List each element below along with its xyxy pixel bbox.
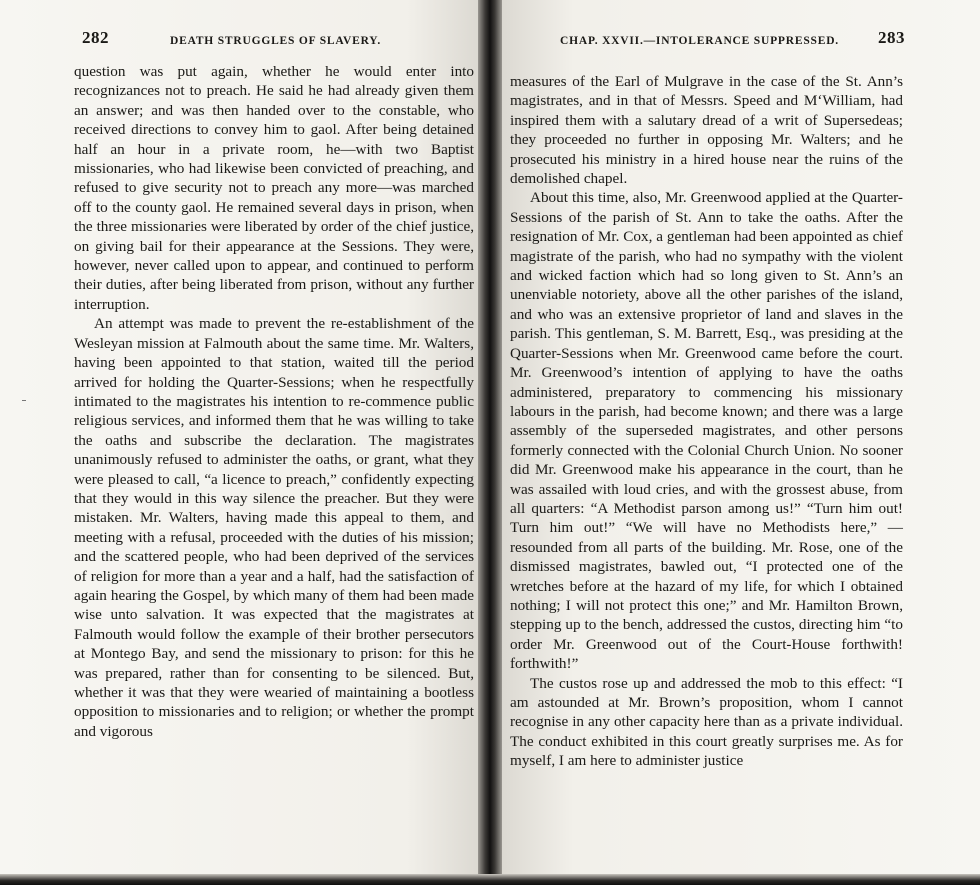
left-running-head <box>82 28 472 54</box>
left-page-number: 282 <box>82 28 109 47</box>
left-page-body <box>74 62 474 741</box>
left-paragraph-1: question was put again, whether he would enter into recognizances not to preach. He said he had already given them an answer; and was then handed over to the constable, who received directions to convey him to gaol. After being detained half an hour in a private room, he—with two Baptist missionaries, who had likewise been convicted of preaching, and refused to give security not to preach any more—was marched off to the county gaol. He remained several days in prison, when the three missionaries were liberated by order of the chief justice, on giving bail for their appearance at the Sessions. They were, however, never called upon to appear, and continued to perform their duties, after being liberated from prison, without any further interruption. <box>74 63 474 313</box>
right-paragraph-2: About this time, also, Mr. Greenwood applied at the Quarter-Sessions of the parish of St. Ann to take the oaths. After the resignation of Mr. Cox, a gentleman had been appointed as chief magistrate of the parish, who had no sympathy with the violent and wicked faction which had so long given to St. Ann’s an unenviable notoriety, above all the other parishes of the island, and who was an extensive proprietor of land and slaves in the parish. This gentleman, S. M. Barrett, Esq., was presiding at the Quarter-Sessions when Mr. Greenwood came before the court. Mr. Greenwood’s intention of applying to have the oaths administered, preparatory to commencing his missionary labours in the parish, had become known; and there was a large assembly of the superseded magistrates, and other persons formerly connected with the Colonial Church Union. No sooner did Mr. Greenwood make his appearance in the court, than he was assailed with loud cries, and with the grossest abuse, from all quarters: “A Methodist parson among us!” “Turn him out! Turn him out!” “We will have no Methodists here,” —resounded from all parts of the building. Mr. Rose, one of the dismissed magistrates, bawled out, “I protected one of the wretches before at the hazard of my life, for which I obtained nothing; I will not protect this one;” and Mr. Hamilton Brown, stepping up to the bench, addressed the custos, directing him “to order Mr. Greenwood out of the Court-House forthwith! forthwith!” <box>510 189 903 673</box>
right-paragraph-1: measures of the Earl of Mulgrave in the case of the St. Ann’s magistrates, and in that of Messrs. Speed and M‘William, had inspired them with a salutary dread of a writ of Supersedeas; they proceeded no further in opposing Mr. Walters; and he prosecuted his ministry in a hired house near the ruins of the demolished chapel. <box>510 73 903 188</box>
right-paragraph-3: The custos rose up and addressed the mob to this effect: “I am astounded at Mr. Brown’s proposition, whom I cannot recognise in any other capacity here than as a private individual. The conduct exhibited in this court greatly surprises me. As for myself, I am here to administer justice <box>510 674 903 770</box>
left-paragraph-2: An attempt was made to prevent the re-establishment of the Wesleyan mission at Falmouth about the same time. Mr. Walters, having been appointed to that station, waited till the period arrived for holding the Quarter-Sessions; when he respectfully intimated to the magistrates his intention to re-commence public religious services, and informed them that he was willing to take the oaths and subscribe the declaration. The magistrates unanimously refused to administer the oaths, or grant, what they were pleased to call, “a licence to preach,” confidently expecting that they would in this way silence the preacher. But they were mistaken. Mr. Walters, having made this appeal to them, and meeting with a refusal, proceeded with the duties of his mission; and the scattered people, who had been deprived of the services of religion for more than a year and a half, had the satisfaction of again hearing the Gospel, by which many of them had been made wise unto salvation. It was expected that the magistrates at Falmouth would follow the example of their brother persecutors at Montego Bay, and send the missionary to prison: for this he was prepared, rather than for consenting to be silenced. But, whether it was that they were wearied of maintaining a bootless opposition to missionaries and to religion; or whether the prompt and vigorous <box>74 315 474 740</box>
margin-mark <box>22 400 26 401</box>
right-page <box>502 0 980 885</box>
right-running-title: CHAP. XXVII.—INTOLERANCE SUPPRESSED. <box>560 35 839 47</box>
book-gutter <box>478 0 502 885</box>
right-page-number: 283 <box>878 28 905 47</box>
page-bottom-edge <box>0 874 980 885</box>
left-page <box>0 0 478 885</box>
right-running-head <box>510 28 905 54</box>
right-page-body <box>510 72 903 771</box>
left-running-title: DEATH STRUGGLES OF SLAVERY. <box>170 35 382 47</box>
